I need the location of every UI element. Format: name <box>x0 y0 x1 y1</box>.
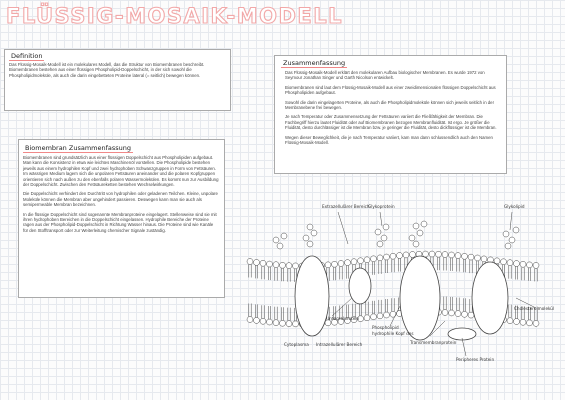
phospholipid-head <box>423 251 429 257</box>
summary-heading: Zusammenfassung <box>283 59 346 67</box>
phospholipid-head <box>338 260 344 266</box>
phospholipid-head <box>527 262 533 268</box>
phospholipid-head <box>371 256 377 262</box>
phospholipid-head <box>293 263 299 269</box>
transmembrane-protein-2 <box>400 256 440 340</box>
label-intracellular: Intrazellulärer Bereich <box>316 342 363 347</box>
phospholipid-head <box>507 318 513 324</box>
summary-paragraph: Je nach Temperatur oder Zusammensetzung der Fettsäuren variiert die Fließfähigkeit der Membran. Die Fachbegriff hierzu lautet Fluidität oder auf Biomembranen bezogen Membranfluidität. Ist ergo. Je größer die Fluidität, desto durchlässiger ist die Membran bzw. je geringer die Fluidität, desto dickflüssiger ist die Membran. <box>285 114 497 131</box>
phospholipid-head <box>364 315 370 321</box>
integral-protein <box>349 268 371 304</box>
transmembrane-protein-3 <box>472 262 508 334</box>
membrane-diagram <box>240 186 560 391</box>
phospholipid-head <box>520 261 526 267</box>
phospholipid-head <box>449 310 455 316</box>
label-transmembrane: Transmembranprotein <box>410 340 457 345</box>
definition-box <box>4 49 231 111</box>
phospholipid-head <box>293 321 299 327</box>
summary-paragraph: Das Flüssig-Mosaik-Modell erklärt den molekularen Aufbau biologischer Membranen. Es wurde 1972 von Seymour Jonathan Singer und Garth Nicolson entwickelt. <box>285 70 485 81</box>
biomembran-paragraph: In die flüssige Doppelschicht sind sogenannte Membranproteine eingelagert. Stellenweise sind sie mit ihren hydrophoben Bereichen in die Doppelschicht eingelassen. Hydrophile Bereiche der Proteine ragen aus der Phospholipid-Doppelschicht in Richtung Wasser hinaus. Die Proteine sind wie Kanäle für den Stofftransport oder zur Weiterleitung chemischer Signale zuständig. <box>23 211 217 233</box>
phospholipid-head <box>273 320 279 326</box>
definition-heading: Definition <box>11 52 43 60</box>
phospholipid-head <box>273 262 279 268</box>
phospholipid-head <box>514 319 520 325</box>
page-title: FLÜSSIG-MOSAIK-MODELL <box>6 4 343 28</box>
phospholipid-head <box>501 259 507 265</box>
phospholipid-head <box>442 252 448 258</box>
phospholipid-head <box>507 260 513 266</box>
summary-paragraph: Biomembranen sind laut dem Flüssig-Mosaik-Modell aus einer zweidimensionalen flüssigen Doppelschicht aus Phospholipiden aufgebaut. <box>285 84 496 96</box>
phospholipid-head <box>462 311 468 317</box>
phospholipid-head <box>436 251 442 257</box>
phospholipid-head <box>397 253 403 259</box>
phospholipid-head <box>462 253 468 259</box>
phospholipid-head <box>468 254 474 260</box>
phospholipid-head <box>377 255 383 261</box>
phospholipid-head <box>514 261 520 267</box>
phospholipid-head <box>254 317 260 323</box>
phospholipid-head <box>520 319 526 325</box>
glycan-chains <box>273 221 519 249</box>
label-cytoplasm: Cytoplasma <box>284 342 309 347</box>
phospholipid-head <box>403 252 409 258</box>
phospholipid-head <box>481 256 487 262</box>
phospholipid-head <box>247 258 253 264</box>
phospholipid-head <box>364 257 370 263</box>
summary-box <box>274 55 507 174</box>
biomembran-heading: Biomembran Zusammenfassung <box>25 144 132 152</box>
phospholipid-head <box>358 258 364 264</box>
phospholipid-head <box>533 320 539 326</box>
biomembran-box <box>18 139 225 298</box>
phospholipid-head <box>325 262 331 268</box>
biomembran-paragraph: Die Doppelschicht verhindert den Durchtritt von hydrophilen oder geladenen Teilchen. Kleine, unpolare Moleküle können die Membran aber ungehindert passieren. Deswegen kann man sie auch als semipermeable Membran bezeichnen. <box>23 191 218 208</box>
phospholipid-head <box>429 251 435 257</box>
phospholipid-head <box>267 261 273 267</box>
phospholipid-head <box>533 262 539 268</box>
phospholipid-head <box>527 320 533 326</box>
phospholipid-head <box>442 310 448 316</box>
phospholipid-head <box>280 262 286 268</box>
phospholipid-head <box>384 254 390 260</box>
phospholipid-head <box>455 253 461 259</box>
label-phospholipid: Phospholipid <box>372 325 399 330</box>
transmembrane-protein-1 <box>295 256 329 336</box>
phospholipid-head <box>345 260 351 266</box>
summary-text <box>285 70 499 149</box>
phospholipid-head <box>351 259 357 265</box>
phospholipid-head <box>449 252 455 258</box>
phospholipid-head <box>377 313 383 319</box>
phospholipid-head <box>260 318 266 324</box>
biomembran-paragraph: Biomembranen sind grundsätzlich aus einer flüssigen Doppelschicht aus Phospholipiden aufgebaut. Man kann die Konsistenz in etwa wie leichtes Maschinenöl vorstellen. Die Phospholipide bestehen jeweils aus einem hydrophilen Kopf und zwei hydrophoben Schwanzgruppen in Form von Fettsäuren. Im wässrigen Medium lagern sich die unpolaren Fettsäuren aneinander und die polaren Kopfgruppen orientieren sich nach außen zu den ebenfalls polaren Wassermolekülen. Es kommt nun zur Ausbildung der Doppelschicht. Zwischen den Fettsäureketten bestehen Wechselwirkungen. <box>23 155 219 188</box>
summary-paragraph: Wegen dieser Beweglichkeit, die je nach Temperatur variiert, kam man dann schlussendlich auch den Namen Flüssig-Mosaik-Modell. <box>285 134 493 146</box>
phospholipid-head <box>410 251 416 257</box>
phospholipid-head <box>455 311 461 317</box>
label-glycolipid: Glykolipid <box>504 204 525 209</box>
phospholipid-head <box>468 312 474 318</box>
phospholipid-head <box>475 255 481 261</box>
label-glycoprotein: Glykoprotein <box>368 204 395 209</box>
label-cholesterol: Cholesterolmolekül <box>514 306 555 311</box>
phospholipid-head <box>390 253 396 259</box>
phospholipid-head <box>371 314 377 320</box>
label-extracellular: Extrazellulärer Bereich <box>322 204 370 209</box>
summary-paragraph: Sowohl die darin eingelagerten Proteine, als auch die Phospholipidmoleküle können sich jeweils seitlich in der Membranebene frei bewegen. <box>285 99 495 111</box>
phospholipid-head <box>332 261 338 267</box>
phospholipid-head <box>286 263 292 269</box>
phospholipid-head <box>260 260 266 266</box>
phospholipid-head <box>280 320 286 326</box>
label-integral-protein: Integralprotein <box>328 316 360 321</box>
definition-text: Das Flüssig-Mosaik-Modell ist ein molekulares Modell, das die Struktur von Biomembranen beschreibt. Biomembranen bestehen aus einer flüssigen Phospholipid-Doppelschicht, in der sich sowohl die Phospholipidmoleküle, als auch die darin eingebetteten Proteine lateral (= seitlich) bewegen können. <box>9 62 205 78</box>
phospholipid-head <box>254 259 260 265</box>
phospholipid-head <box>247 316 253 322</box>
phospholipid-head <box>286 321 292 327</box>
label-hydrophilic: hydrophile Kopf des <box>372 331 414 336</box>
phospholipid-head <box>267 319 273 325</box>
biomembran-text <box>23 155 219 237</box>
label-peripheral: Peripheres Protein <box>456 357 495 362</box>
phospholipid-head <box>384 312 390 318</box>
